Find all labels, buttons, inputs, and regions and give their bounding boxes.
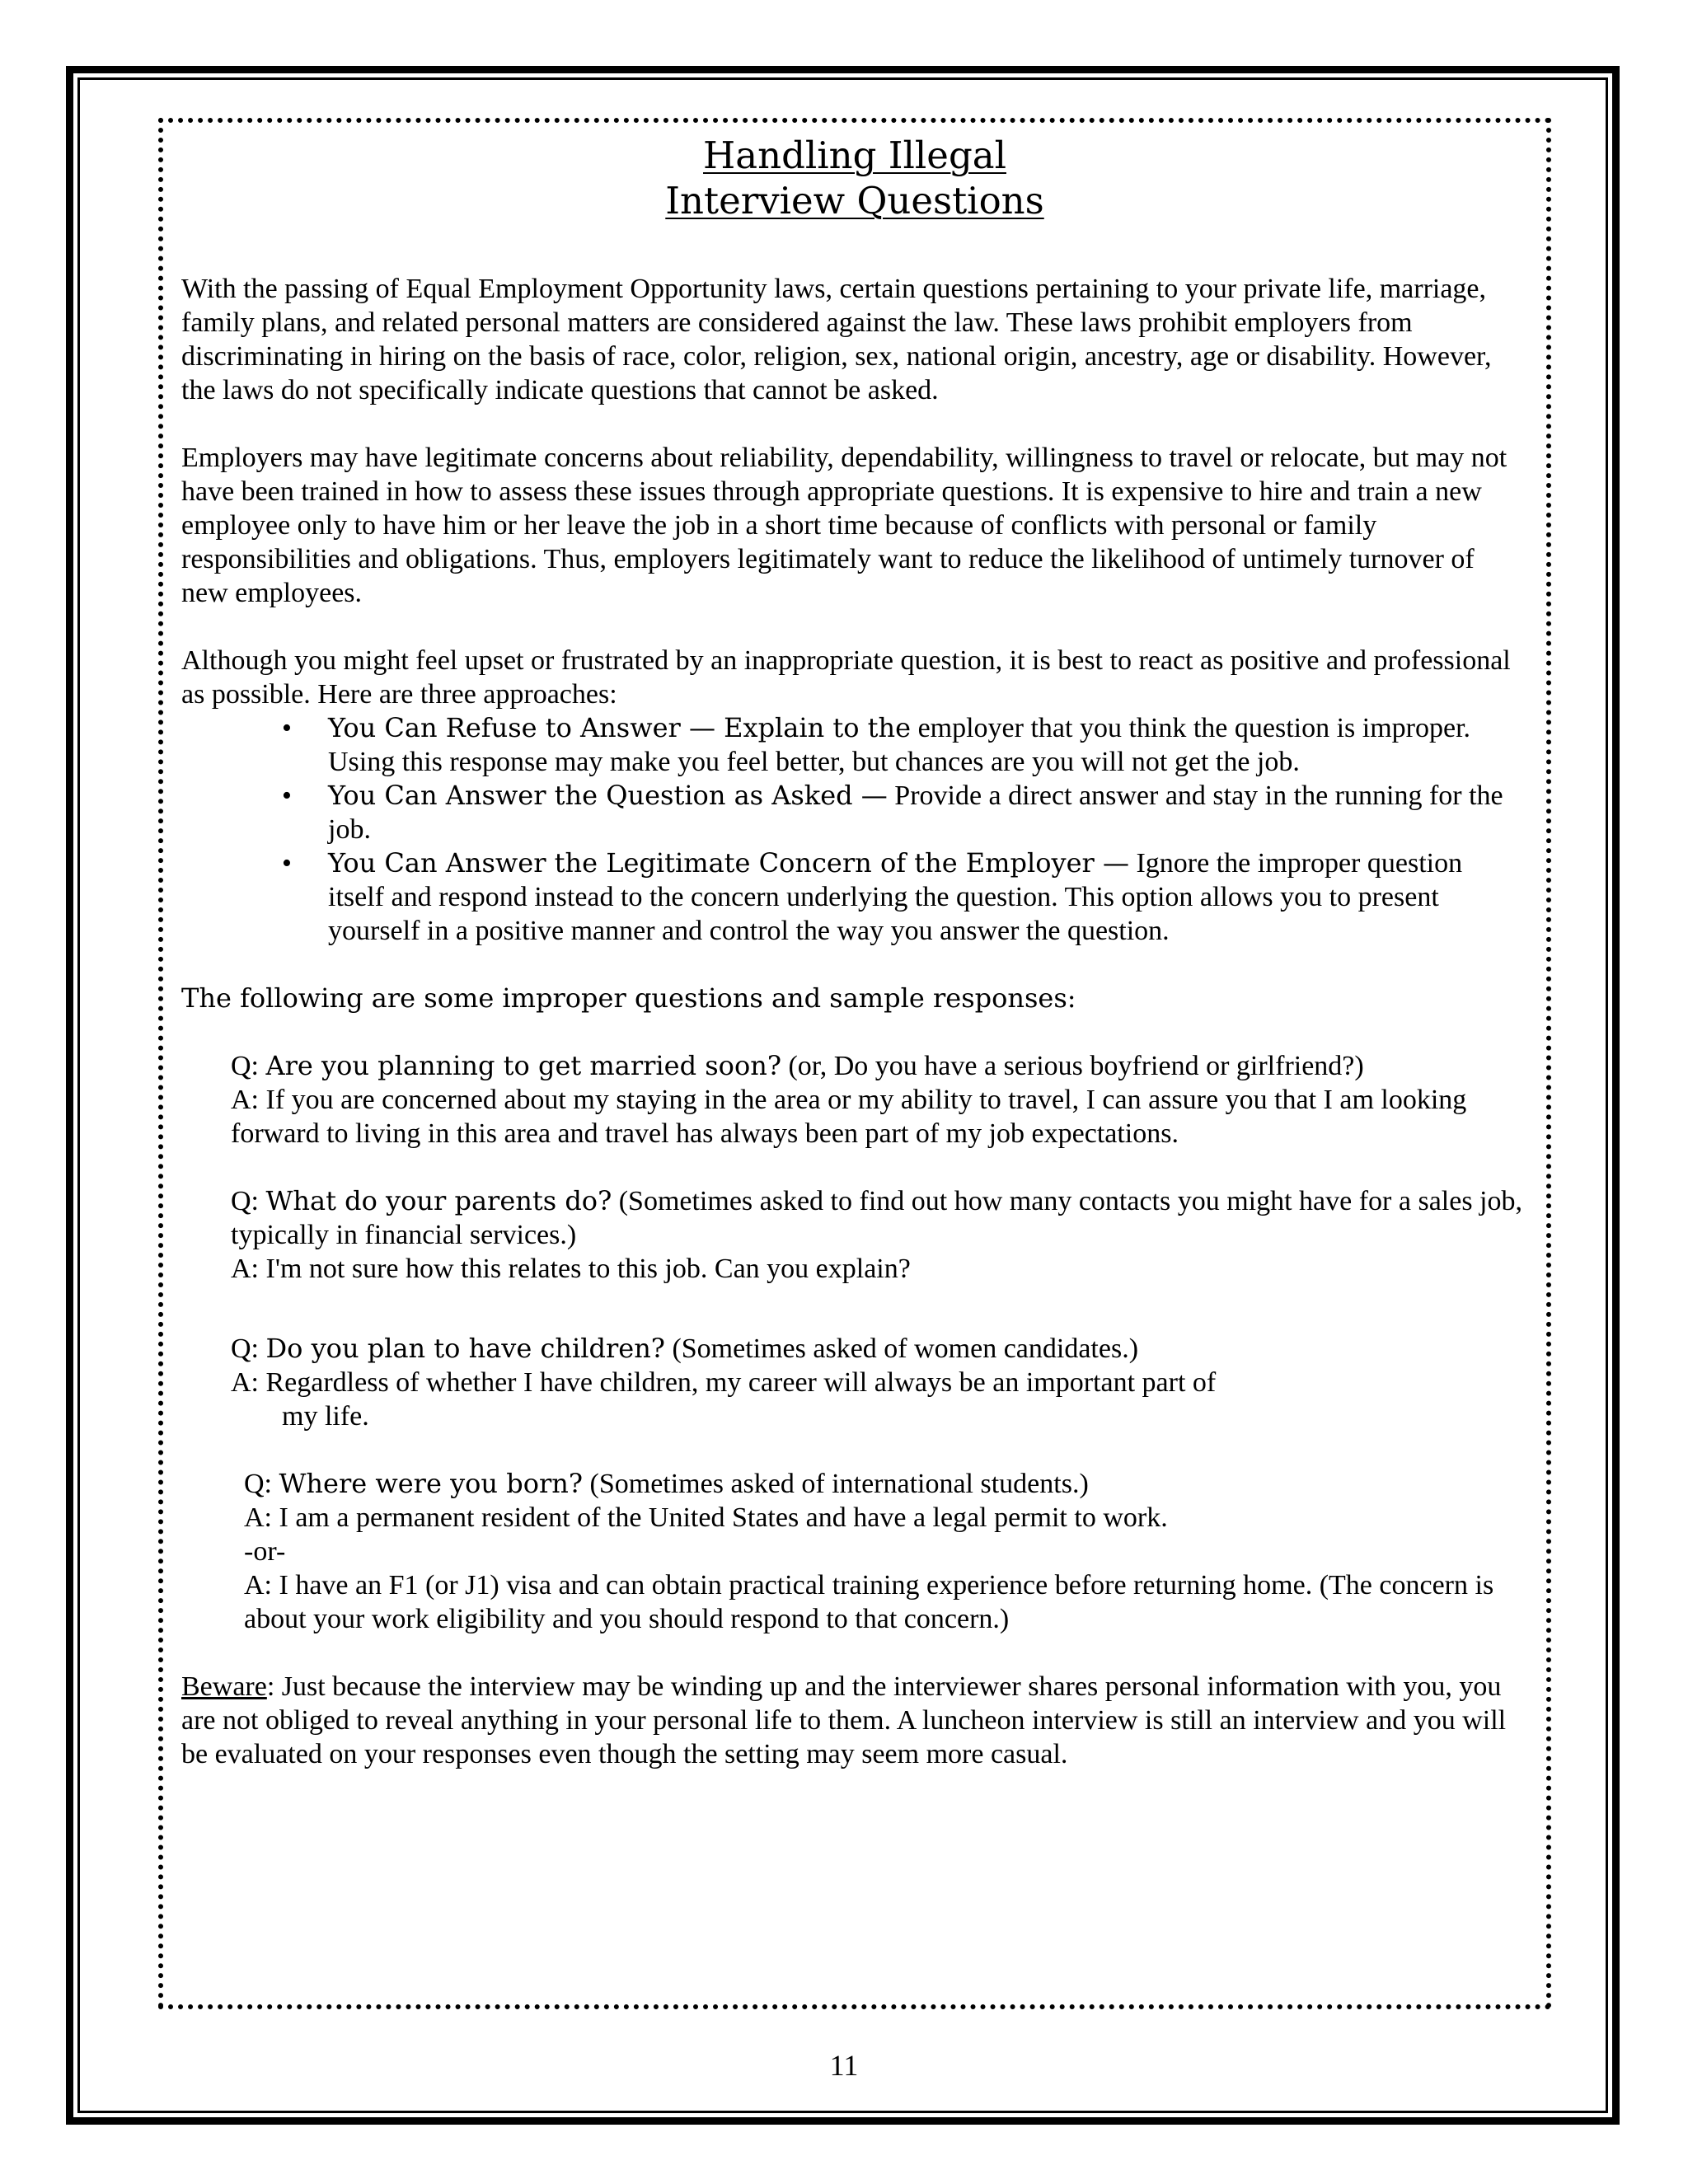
question-note: (or, Do you have a serious boyfriend or girlfriend?) xyxy=(781,1051,1364,1081)
qa-block-married xyxy=(181,1049,1525,1151)
bullet-icon: • xyxy=(282,713,292,743)
question-line xyxy=(231,1184,1525,1252)
question-text: Do you plan to have children? xyxy=(265,1333,665,1364)
question-prefix: Q: xyxy=(231,1186,266,1216)
question-prefix: Q: xyxy=(231,1333,266,1364)
improper-questions-lead: The following are some improper questions and sample responses: xyxy=(181,982,1076,1014)
question-line xyxy=(244,1467,1525,1501)
answer-line: A: Regardless of whether I have children, my career will always be an important part of xyxy=(231,1367,1217,1398)
question-prefix: Q: xyxy=(244,1469,279,1499)
answer-line: A: I'm not sure how this relates to this job. Can you explain? xyxy=(231,1254,911,1284)
answer-separator: -or- xyxy=(244,1536,286,1567)
beware-paragraph xyxy=(181,1670,1525,1771)
qa-block-parents xyxy=(181,1184,1525,1286)
beware-label: Beware xyxy=(181,1671,267,1702)
bullet-icon: • xyxy=(282,780,292,811)
list-item xyxy=(282,711,1525,779)
approach-heading: You Can Refuse to Answer — Explain to the xyxy=(328,712,912,743)
intro-paragraph: With the passing of Equal Employment Opportunity laws, certain questions pertaining to your private life, marriage, family plans, and related personal matters are considered against the law. These laws prohibit employers from discriminating in hiring on the basis of race, color, religion, sex, national origin, ancestry, age or disability. However, the laws do not specifically indicate questions that cannot be asked. xyxy=(181,274,1492,405)
answer-line: A: If you are concerned about my staying in the area or my ability to travel, I can assure you that I am looking forward to living in this area and travel has always been part of my job expectations. xyxy=(231,1085,1467,1149)
question-text: Are you planning to get married soon? xyxy=(265,1050,781,1081)
approach-heading: You Can Answer the Legitimate Concern of the Employer — xyxy=(328,847,1129,879)
answer-line-alternate: A: I have an F1 (or J1) visa and can obtain practical training experience before returning home. (The concern is about your work eligibility and you should respond to that concern.) xyxy=(244,1570,1494,1634)
approach-text: Ignore the improper question itself and respond instead to the concern underlying the question. This option allows you to present yourself in a positive manner and control the way you answer the question. xyxy=(328,848,1463,946)
bullet-icon: • xyxy=(282,848,292,879)
question-note: (Sometimes asked of women candidates.) xyxy=(664,1333,1139,1364)
answer-line: A: I am a permanent resident of the United States and have a legal permit to work. xyxy=(244,1502,1168,1533)
title-line-2: Interview Questions xyxy=(665,179,1044,223)
question-line xyxy=(231,1049,1525,1083)
employer-concerns-paragraph: Employers may have legitimate concerns about reliability, dependability, willingness to travel or relocate, but may not have been trained in how to assess these issues through appropriate questions. It is expensive to hire and train a new employee only to have him or her leave the job in a short time because of conflicts with personal or family responsibilities and obligations. Thus, employers legitimately want to reduce the likelihood of untimely turnover of new employees. xyxy=(181,443,1507,608)
question-text: What do your parents do? xyxy=(265,1185,612,1216)
qa-block-born xyxy=(181,1467,1525,1636)
page-number: 11 xyxy=(829,2049,859,2082)
qa-block-children xyxy=(181,1332,1525,1433)
document-body xyxy=(181,272,1525,1771)
list-item xyxy=(282,779,1525,846)
approaches-list xyxy=(181,711,1525,948)
question-text: Where were you born? xyxy=(279,1468,584,1499)
approaches-intro-paragraph: Although you might feel upset or frustrated by an inappropriate question, it is best to react as positive and professional as possible. Here are three approaches: xyxy=(181,645,1511,710)
question-note: (Sometimes asked of international students.) xyxy=(583,1469,1089,1499)
approach-heading: You Can Answer the Question as Asked — xyxy=(328,780,888,811)
question-note: (Sometimes asked to find out how many contacts you might have for a sales job, typically in financial services.) xyxy=(231,1186,1523,1250)
question-line xyxy=(231,1332,1525,1366)
approach-text: employer that you think the question is improper. Using this response may make you feel better, but chances are you will not get the job. xyxy=(328,713,1471,777)
question-prefix: Q: xyxy=(231,1051,266,1081)
list-item xyxy=(282,846,1525,948)
title-line-1: Handling Illegal xyxy=(703,134,1006,177)
approach-text: Provide a direct answer and stay in the running for the job. xyxy=(328,780,1503,845)
beware-text: : Just because the interview may be winding up and the interviewer shares personal information with you, you are not obliged to reveal anything in your personal life to them. A luncheon interview is still an interview and you will be evaluated on your responses even though the setting may seem more casual. xyxy=(181,1671,1507,1769)
answer-line-continued: my life. xyxy=(282,1401,369,1432)
